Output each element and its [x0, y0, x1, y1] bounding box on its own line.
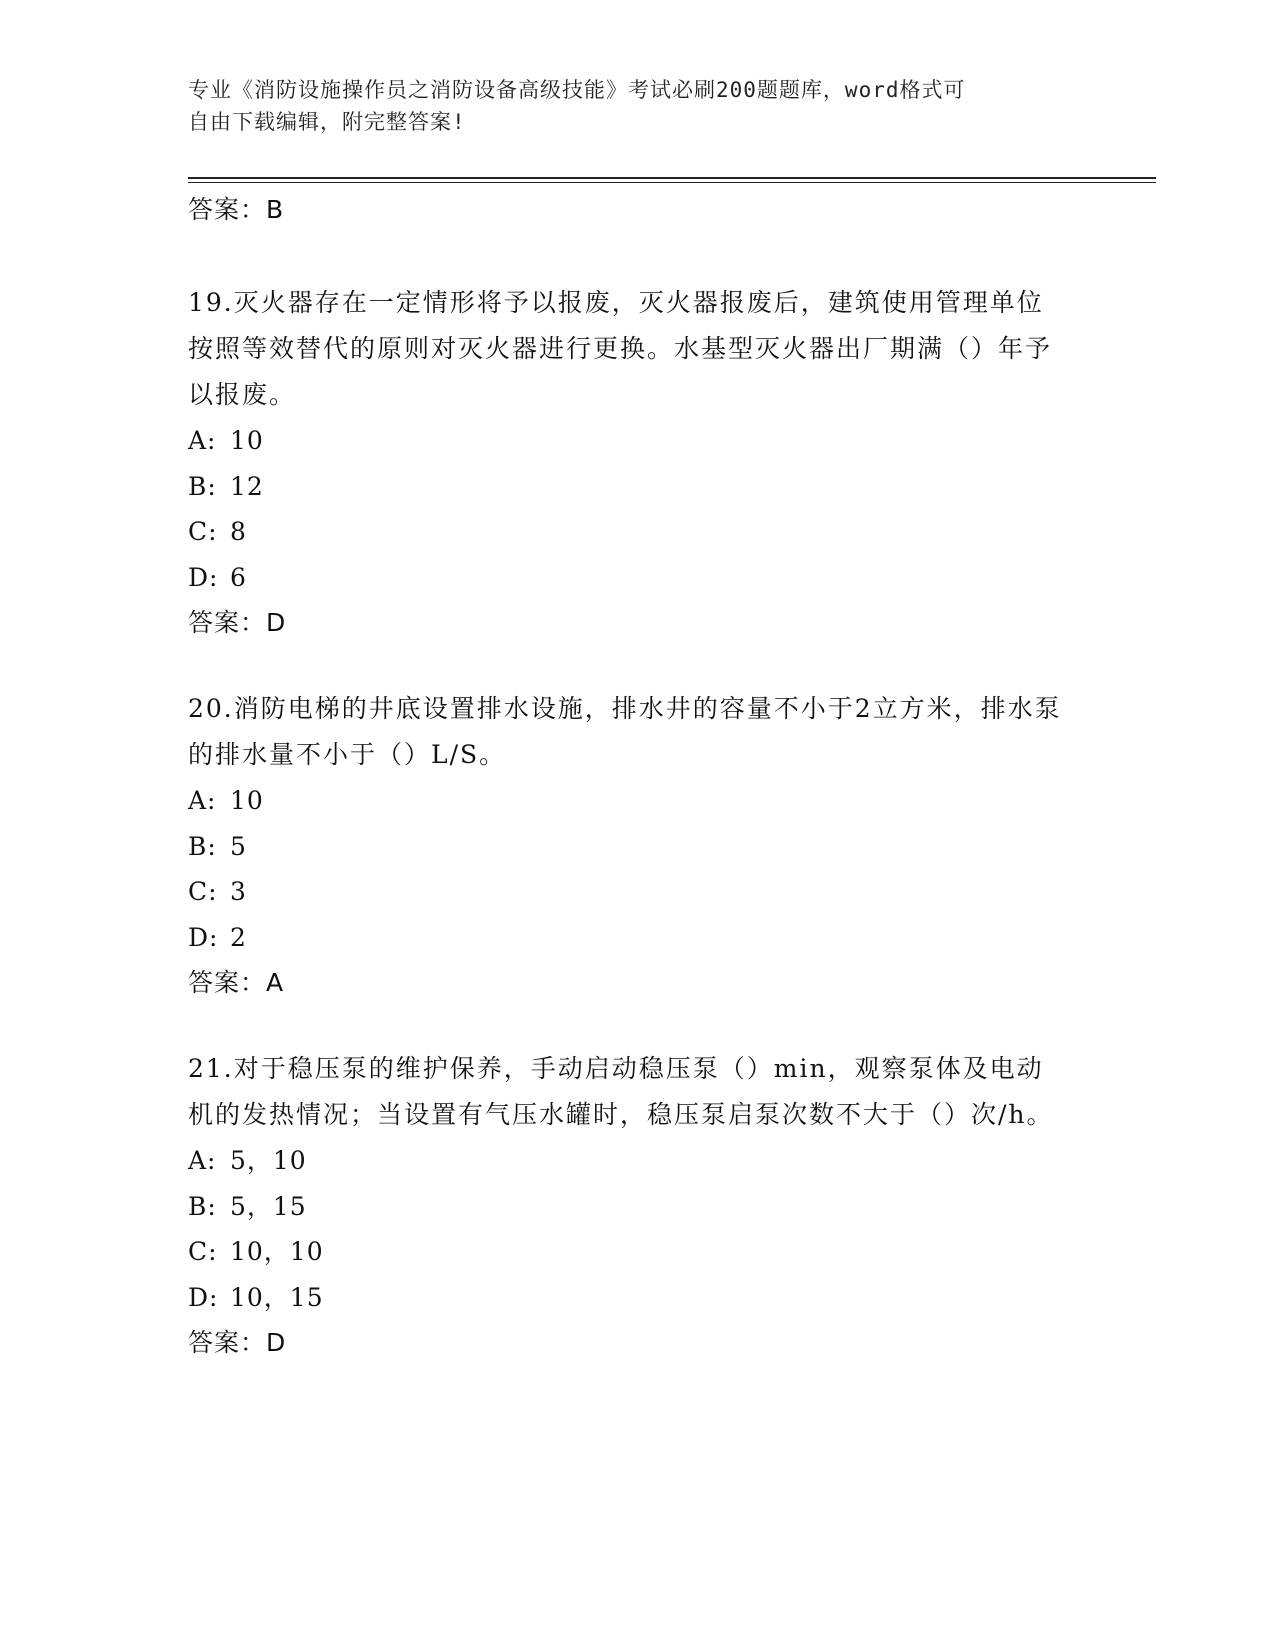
- option-text: 5，10: [230, 1146, 307, 1175]
- question-stem: 21.对于稳压泵的维护保养，手动启动稳压泵（）min，观察泵体及电动机的发热情况；当设置有气压水罐时，稳压泵启泵次数不大于（）次/h。: [188, 1054, 1054, 1129]
- question-answer: 答案：D: [188, 608, 287, 637]
- option-a: [188, 778, 1088, 824]
- option-text: 6: [230, 562, 247, 592]
- option-key: C:: [188, 877, 218, 906]
- option-d: [188, 1275, 1088, 1321]
- option-b: [188, 824, 1088, 870]
- option-text: 10，15: [230, 1282, 324, 1312]
- header-divider-thick: [188, 177, 1156, 179]
- option-b: [188, 1184, 1088, 1230]
- question-list: [188, 280, 1088, 1406]
- option-key: D:: [188, 1282, 219, 1312]
- question-stem: 20.消防电梯的井底设置排水设施，排水井的容量不小于2立方米，排水泵的排水量不小于（）L/S。: [188, 694, 1062, 769]
- option-text: 10，10: [230, 1237, 324, 1266]
- option-key: B:: [188, 1191, 217, 1221]
- question-answer: 答案：D: [188, 1328, 287, 1357]
- option-key: D:: [188, 562, 219, 592]
- option-key: C:: [188, 517, 218, 546]
- question-21: [188, 1046, 1088, 1366]
- option-a: [188, 1138, 1088, 1184]
- option-key: D:: [188, 922, 219, 952]
- option-c: [188, 509, 1088, 555]
- option-key: B:: [188, 831, 217, 861]
- option-b: [188, 464, 1088, 510]
- option-c: [188, 869, 1088, 915]
- question-19: [188, 280, 1088, 646]
- header-divider-thin: [188, 182, 1156, 183]
- option-text: 2: [230, 922, 247, 952]
- option-key: B:: [188, 471, 217, 501]
- question-20: [188, 686, 1088, 1006]
- option-key: A:: [188, 786, 217, 815]
- option-text: 5，15: [230, 1191, 307, 1221]
- option-d: [188, 555, 1088, 601]
- option-a: [188, 418, 1088, 464]
- page-header: [188, 74, 1068, 138]
- option-text: 3: [230, 877, 247, 906]
- header-line-1: 专业《消防设施操作员之消防设备高级技能》考试必刷200题题库，word格式可: [188, 78, 966, 102]
- option-text: 5: [230, 831, 247, 861]
- option-key: A:: [188, 426, 217, 455]
- option-text: 10: [230, 786, 264, 815]
- option-text: 10: [230, 426, 264, 455]
- question-answer: 答案：A: [188, 968, 285, 997]
- option-key: A:: [188, 1146, 217, 1175]
- option-d: [188, 915, 1088, 961]
- question-stem: 19.灭火器存在一定情形将予以报废，灭火器报废后，建筑使用管理单位按照等效替代的原则对灭火器进行更换。水基型灭火器出厂期满（）年予以报废。: [188, 288, 1053, 409]
- option-key: C:: [188, 1237, 218, 1266]
- previous-question-answer: 答案：B: [188, 195, 285, 224]
- option-c: [188, 1229, 1088, 1275]
- option-text: 8: [230, 517, 247, 546]
- option-text: 12: [230, 471, 264, 501]
- header-line-2: 自由下载编辑，附完整答案!: [188, 110, 466, 134]
